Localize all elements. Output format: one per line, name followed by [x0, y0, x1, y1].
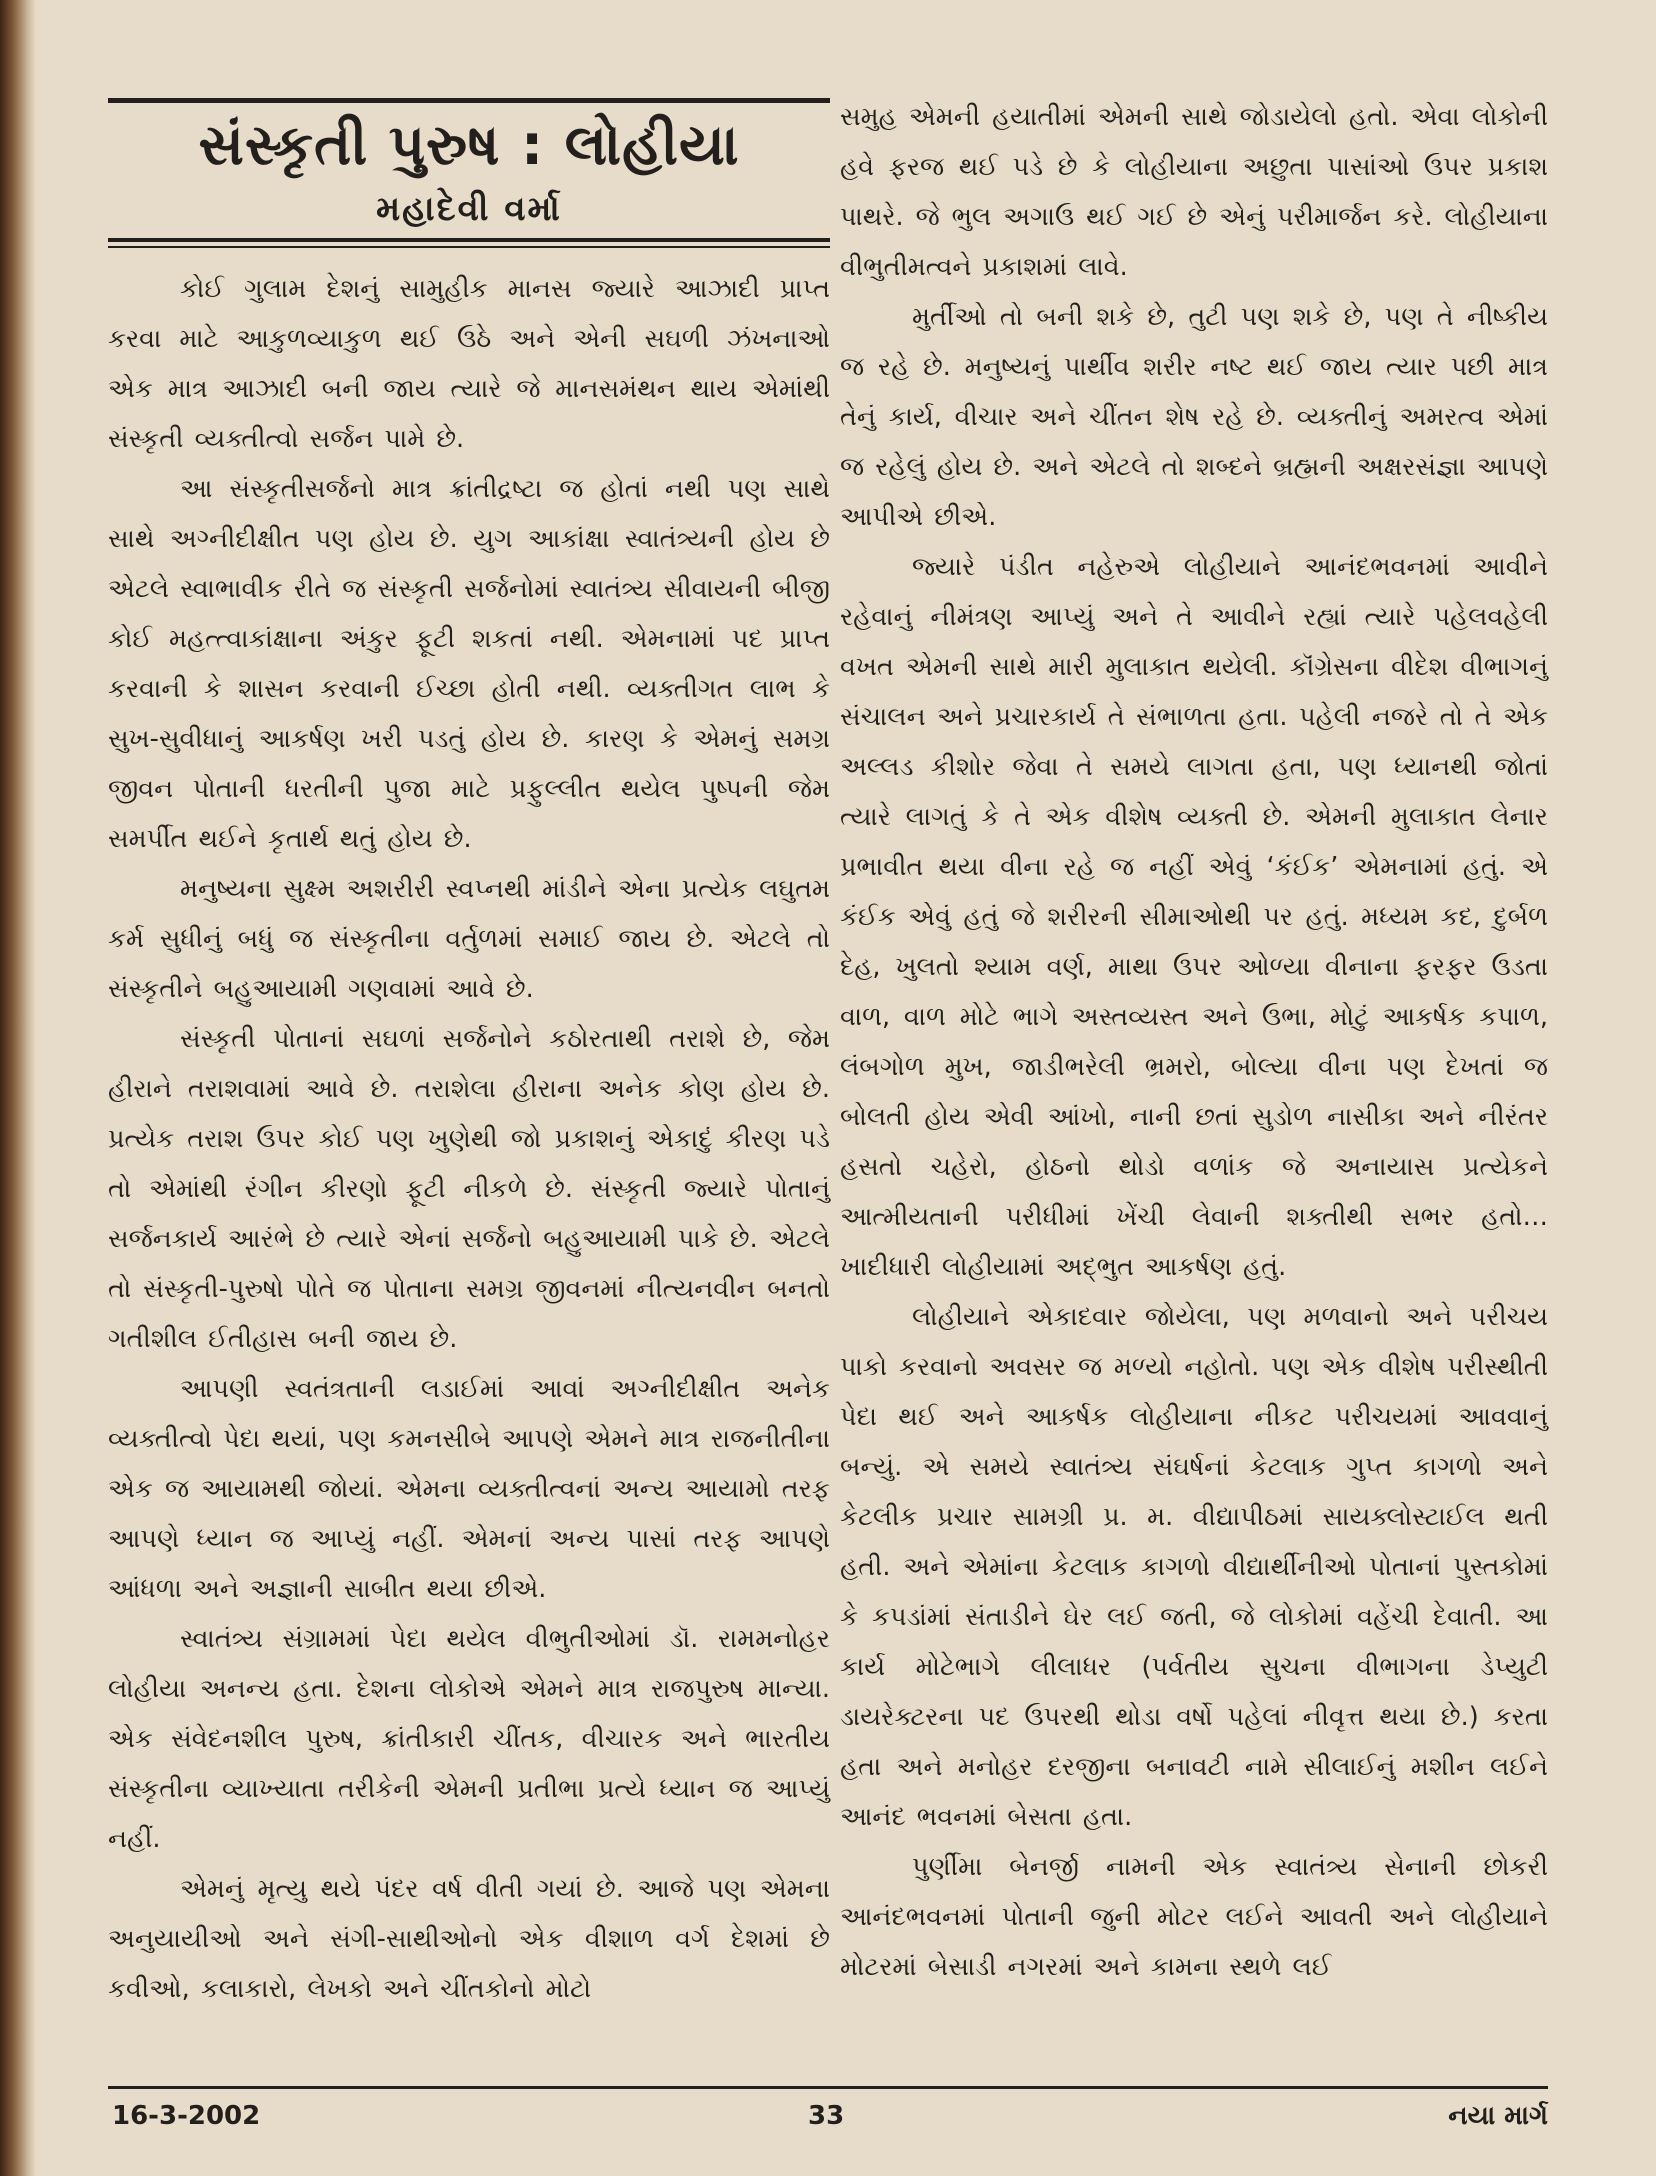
- paragraph: કોઈ ગુલામ દેશનું સામુહીક માનસ જ્યારે આઝાદી પ્રાપ્ત કરવા માટે આકુળવ્યાકુળ થઈ ઉઠે અને એની સઘળી ઝંખનાઓ એક માત્ર આઝાદી બની જાય ત્યારે જે માનસમંથન થાય એમાંથી સંસ્કૃતી વ્યક્તીત્વો સર્જન પામે છે.: [108, 274, 830, 454]
- right-column: [840, 92, 1548, 1992]
- paragraph: આ સંસ્કૃતીસર્જનો માત્ર ક્રાંતીદ્રષ્ટા જ હોતાં નથી પણ સાથે સાથે અગ્નીદીક્ષીત પણ હોય છે. યુગ આકાંક્ષા સ્વાતંત્ર્યની હોય છે એટલે સ્વાભાવીક રીતે જ સંસ્કૃતી સર્જનોમાં સ્વાતંત્ર્ય સીવાયની બીજી કોઈ મહત્ત્વાકાંક્ષાના અંકુર ફૂટી શકતાં નથી. એમનામાં પદ પ્રાપ્ત કરવાની કે શાસન કરવાની ઈચ્છા હોતી નથી. વ્યક્તીગત લાભ કે સુખ-સુવીધાનું આકર્ષણ ખરી પડતું હોય છે. કારણ કે એમનું સમગ્ર જીવન પોતાની ધરતીની પુજા માટે પ્રફુલ્લીત થયેલ પુષ્પની જેમ સમર્પીત થઈને કૃતાર્થ થતું હોય છે.: [108, 474, 831, 854]
- paragraph: એમનું મૃત્યુ થયે પંદર વર્ષ વીતી ગયાં છે. આજે પણ એમના અનુયાયીઓ અને સંગી-સાથીઓનો એક વીશાળ વર્ગ દેશમાં છે કવીઓ, કલાકારો, લેખકો અને ચીંતકોનો મોટો: [108, 1874, 830, 2004]
- paragraph: સંસ્કૃતી પોતાનાં સઘળાં સર્જનોને કઠોરતાથી તરાશે છે, જેમ હીરાને તરાશવામાં આવે છે. તરાશેલા હીરાના અનેક કોણ હોય છે. પ્રત્યેક તરાશ ઉપર કોઈ પણ ખુણેથી જો પ્રકાશનું એકાદું કીરણ પડે તો એમાંથી રંગીન કીરણો ફૂટી નીકળે છે. સંસ્કૃતી જ્યારે પોતાનું સર્જનકાર્ય આરંભે છે ત્યારે એનાં સર્જનો બહુઆયામી પાકે છે. એટલે તો સંસ્કૃતી-પુરુષો પોતે જ પોતાના સમગ્ર જીવનમાં નીત્યનવીન બનતો ગતીશીલ ઈતીહાસ બની જાય છે.: [108, 1024, 830, 1354]
- paragraph: જ્યારે પંડીત નહેરુએ લોહીયાને આનંદભવનમાં આવીને રહેવાનું નીમંત્રણ આપ્યું અને તે આવીને રહ્યાં ત્યારે પહેલવહેલી વખત એમની સાથે મારી મુલાકાત થયેલી. કૉંગ્રેસના વીદેશ વીભાગનું સંચાલન અને પ્રચારકાર્ય તે સંભાળતા હતા. પહેલી નજરે તો તે એક અલ્લડ કીશોર જેવા તે સમયે લાગતા હતા, પણ ધ્યાનથી જોતાં ત્યારે લાગતું કે તે એક વીશેષ વ્યક્તી છે. એમની મુલાકાત લેનાર પ્રભાવીત થયા વીના રહે જ નહીં એવું ‘કંઈક’ એમનામાં હતું. એ કંઈક એવું હતું જે શરીરની સીમાઓથી પર હતું. મધ્યમ કદ, દુર્બળ દેહ, ખુલતો શ્યામ વર્ણ, માથા ઉપર ઓળ્યા વીનાના ફરફર ઉડતા વાળ, વાળ મોટે ભાગે અસ્તવ્યસ્ત અને ઉભા, મોટું આકર્ષક કપાળ, લંબગોળ મુખ, જાડીભરેલી ભ્રમરો, બોલ્યા વીના પણ દેખતાં જ બોલતી હોય એવી આંખો, નાની છતાં સુડોળ નાસીકા અને નીરંતર હસતો ચહેરો, હોઠનો થોડો વળાંક જે અનાયાસ પ્રત્યેકને આત્મીયતાની પરીધીમાં ખેંચી લેવાની શક્તીથી સભર હતો… ખાદીધારી લોહીયામાં અદ્ભુત આકર્ષણ હતું.: [840, 552, 1549, 1282]
- title-bottom-rule-thin: [108, 246, 830, 248]
- page-number: 33: [808, 2101, 845, 2131]
- paragraph: સ્વાતંત્ર્ય સંગ્રામમાં પેદા થયેલ વીભુતીઓમાં ડૉ. રામમનોહર લોહીયા અનન્ય હતા. દેશના લોકોએ એમને માત્ર રાજપુરુષ માન્યા. એક સંવેદનશીલ પુરુષ, ક્રાંતીકારી ચીંતક, વીચારક અને ભારતીય સંસ્કૃતીના વ્યાખ્યાતા તરીકેની એમની પ્રતીભા પ્રત્યે ધ્યાન જ આપ્યું નહીં.: [108, 1624, 830, 1854]
- paragraph: સમુહ એમની હયાતીમાં એમની સાથે જોડાયેલો હતો. એવા લોકોની હવે ફરજ થઈ પડે છે કે લોહીયાના અછુતા પાસાંઓ ઉપર પ્રકાશ પાથરે. જે ભુલ અગાઉ થઈ ગઈ છે એનું પરીમાર્જન કરે. લોહીયાના વીભુતીમત્વને પ્રકાશમાં લાવે.: [840, 102, 1548, 282]
- paragraph: લોહીયાને એકાદવાર જોયેલા, પણ મળવાનો અને પરીચય પાકો કરવાનો અવસર જ મળ્યો નહોતો. પણ એક વીશેષ પરીસ્થીતી પેદા થઈ અને આકર્ષક લોહીયાના નીકટ પરીચયમાં આવવાનું બન્યું. એ સમયે સ્વાતંત્ર્ય સંઘર્ષનાં કેટલાક ગુપ્ત કાગળો અને કેટલીક પ્રચાર સામગ્રી પ્ર. મ. વીદ્યાપીઠમાં સાયક્લોસ્ટાઈલ થતી હતી. અને એમાંના કેટલાક કાગળો વીદ્યાર્થીનીઓ પોતાનાં પુસ્તકોમાં કે કપડાંમાં સંતાડીને ઘેર લઈ જતી, જે લોકોમાં વહેંચી દેવાતી. આ કાર્ય મોટેભાગે લીલાધર (પર્વતીય સુચના વીભાગના ડેપ્યુટી ડાયરેક્ટરના પદ ઉપરથી થોડા વર્ષો પહેલાં નીવૃત્ત થયા છે.) કરતા હતા અને મનોહર દરજીના બનાવટી નામે સીલાઈનું મશીન લઈને આનંદ ભવનમાં બેસતા હતા.: [840, 1302, 1548, 1832]
- magazine-name: નયા માર્ગ: [1448, 2101, 1548, 2131]
- paragraph: પુર્ણીમા બેનર્જી નામની એક સ્વાતંત્ર્ય સેનાની છોકરી આનંદભવનમાં પોતાની જુની મોટર લઈને આવતી અને લોહીયાને મોટરમાં બેસાડી નગરમાં અને કામના સ્થળે લઈ: [840, 1852, 1548, 1982]
- paragraph: આપણી સ્વતંત્રતાની લડાઈમાં આવાં અગ્નીદીક્ષીત અનેક વ્યક્તીત્વો પેદા થયાં, પણ કમનસીબે આપણે એમને માત્ર રાજનીતીના એક જ આયામથી જોયાં. એમના વ્યક્તીત્વનાં અન્ય આયામો તરફ આપણે ધ્યાન જ આપ્યું નહીં. એમનાં અન્ય પાસાં તરફ આપણે આંધળા અને અજ્ઞાની સાબીત થયા છીએ.: [108, 1374, 830, 1604]
- article-title: સંસ્કૃતી પુરુષ : લોહીયા: [198, 113, 740, 178]
- footer-rule: [108, 2086, 1548, 2089]
- footer-date: 16-3-2002: [112, 2101, 261, 2131]
- title-bottom-rule: [108, 238, 830, 242]
- title-top-rule: [108, 98, 830, 103]
- left-column: [108, 264, 830, 2014]
- page-binding-edge: [0, 0, 36, 2176]
- article-author: મહાદેવી વર્મા: [376, 189, 562, 229]
- paragraph: મુર્તીઓ તો બની શકે છે, તુટી પણ શકે છે, પણ તે નીષ્કીય જ રહે છે. મનુષ્યનું પાર્થીવ શરીર નષ્ટ થઈ જાય ત્યાર પછી માત્ર તેનું કાર્ય, વીચાર અને ચીંતન શેષ રહે છે. વ્યક્તીનું અમરત્વ એમાં જ રહેલું હોય છે. અને એટલે તો શબ્દને બ્રહ્મની અક્ષરસંજ્ઞા આપણે આપીએ છીએ.: [840, 302, 1548, 532]
- paragraph: મનુષ્યના સુક્ષ્મ અશરીરી સ્વપ્નથી માંડીને એના પ્રત્યેક લઘુતમ કર્મ સુધીનું બધું જ સંસ્કૃતીના વર્તુળમાં સમાઈ જાય છે. એટલે તો સંસ્કૃતીને બહુઆયામી ગણવામાં આવે છે.: [108, 874, 830, 1004]
